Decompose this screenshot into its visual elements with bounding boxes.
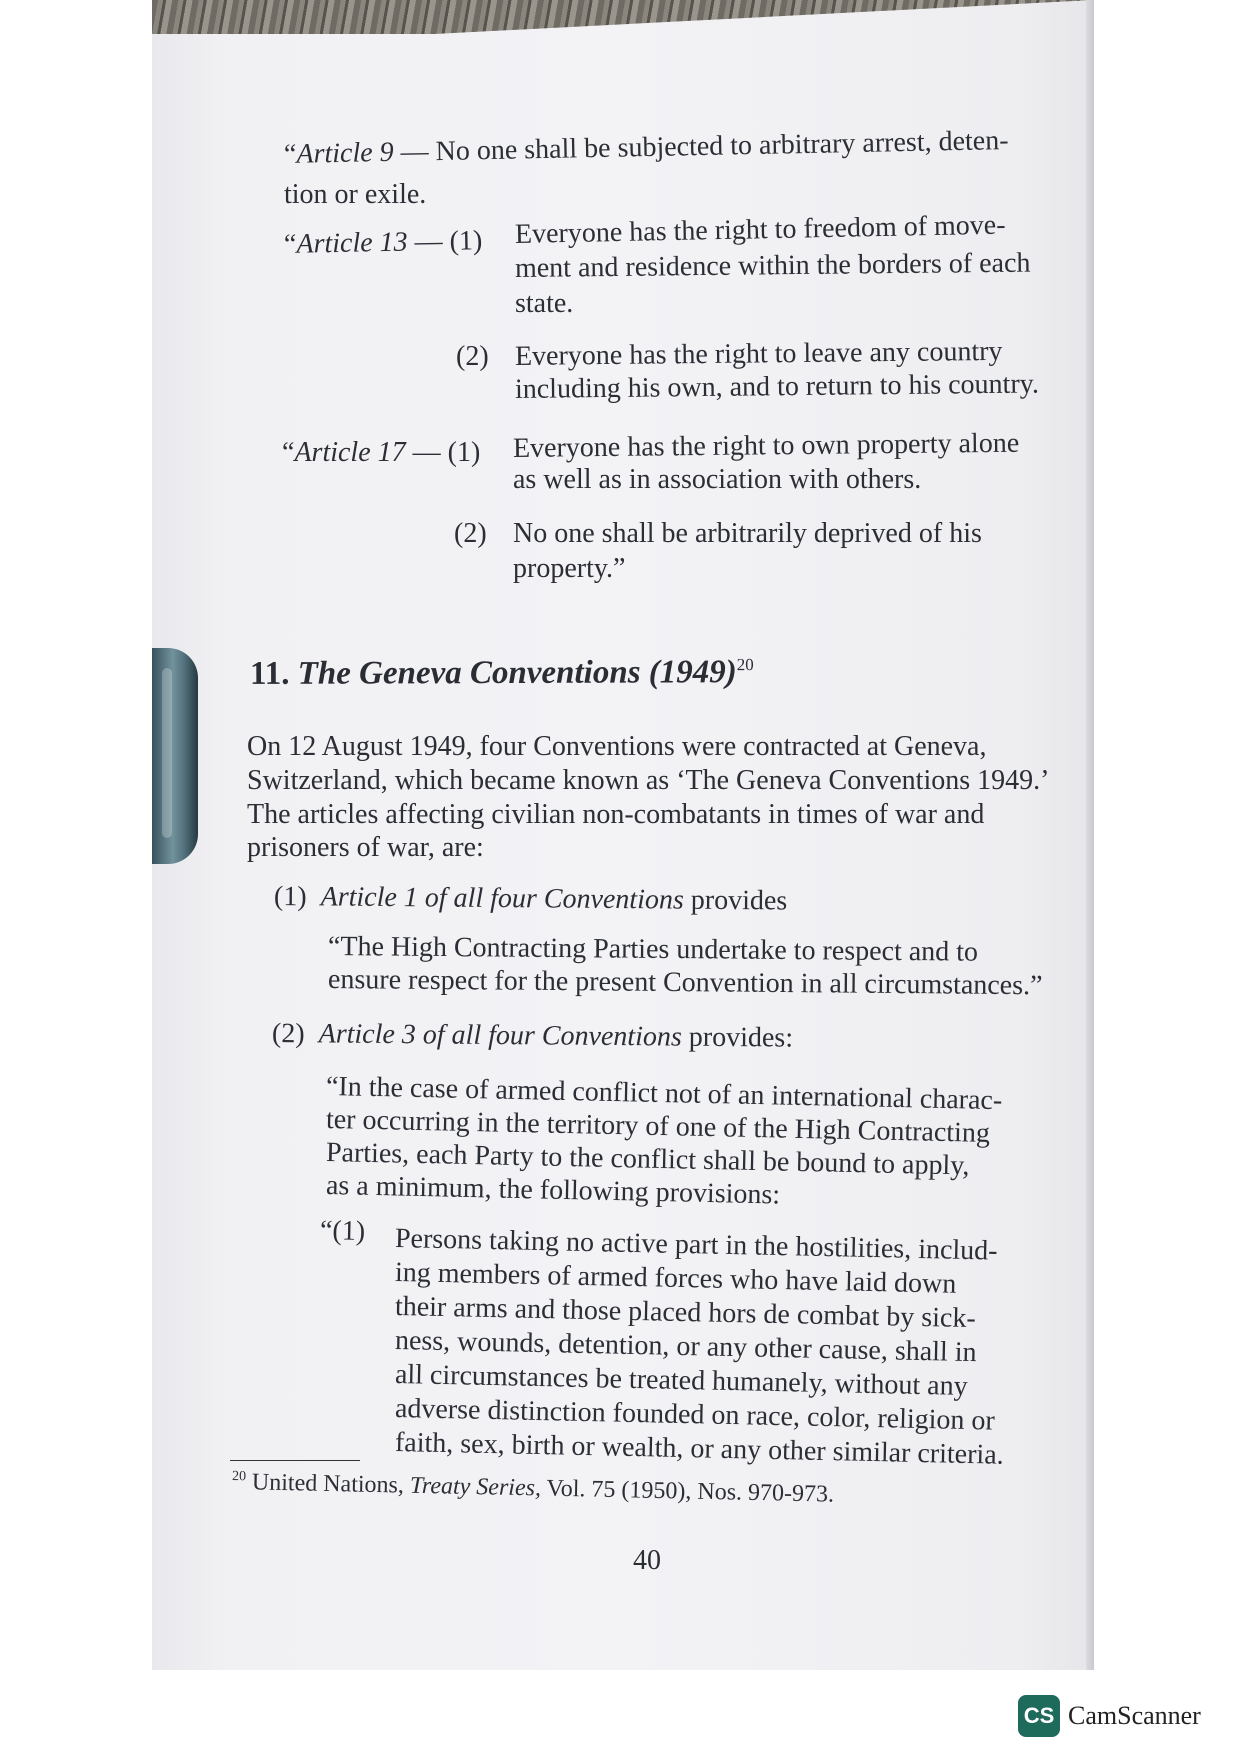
intro-line-3: The articles affecting civilian non-combatants in times of war and: [247, 799, 985, 830]
article-13-p1-line-2: ment and residence within the borders of each: [514, 247, 1031, 284]
wood-background: [152, 0, 1094, 34]
article-17-p2-line-2: property.”: [513, 553, 626, 584]
camscanner-logo-icon: CS: [1018, 1695, 1060, 1737]
item-2-quote-line-4: as a minimum, the following provisions:: [325, 1170, 781, 1211]
camscanner-watermark: [1018, 1695, 1201, 1737]
sub-item-line-1: Persons taking no active part in the hostilities, includ-: [394, 1223, 998, 1267]
article-13-p2-line-2: including his own, and to return to his country.: [514, 368, 1040, 405]
intro-line-4: prisoners of war, are:: [247, 832, 484, 863]
intro-line-1: On 12 August 1949, four Conventions were contracted at Geneva,: [247, 731, 987, 762]
item-2-heading: (2) Article 3 of all four Conventions provides:: [271, 1018, 794, 1054]
page-edge: [1086, 0, 1094, 1670]
item-2-quote-line-1: “In the case of armed conflict not of an international charac-: [325, 1071, 1003, 1117]
article-9-line-2: tion or exile.: [284, 179, 427, 210]
sub-item-line-4: ness, wounds, detention, or any other cause, shall in: [394, 1325, 977, 1369]
article-13-p1-line-1: Everyone has the right to freedom of move-: [514, 209, 1006, 250]
item-1-quote-line-1: “The High Contracting Parties undertake to respect and to: [327, 931, 979, 968]
article-13-p1-line-3: state.: [515, 288, 574, 319]
article-13-p2-line-1: Everyone has the right to leave any country: [514, 335, 1003, 372]
sub-item-line-2: ing members of armed forces who have laid down: [394, 1257, 957, 1300]
article-9-line-1: “Article 9 — No one shall be subjected to arbitrary arrest, deten-: [283, 125, 1009, 170]
sub-item-line-7: faith, sex, birth or wealth, or any other similar criteria.: [394, 1427, 1004, 1471]
footnote-ref: 20: [736, 655, 754, 675]
article-17-p2-line-1: No one shall be arbitrarily deprived of his: [513, 518, 982, 549]
article-17-p2-num: (2): [454, 518, 487, 549]
footnote: $^{20}$ United Nations, Treaty Series, Vol. 75 (1950), Nos. 970-973.: [231, 1469, 835, 1508]
item-1-quote-line-2: ensure respect for the present Convention in all circumstances.”: [327, 964, 1043, 1002]
item-2-quote-line-2: ter occurring in the territory of one of the High Contracting: [325, 1104, 991, 1149]
article-13-p2-num: (2): [456, 341, 489, 372]
sub-item-line-5: all circumstances be treated humanely, without any: [394, 1359, 968, 1402]
camscanner-label: CamScanner: [1068, 1701, 1201, 1730]
sub-item-line-3: their arms and those placed hors de combat by sick-: [394, 1291, 977, 1335]
sub-item-line-6: adverse distinction founded on race, color, religion or: [394, 1393, 996, 1437]
article-13-label: “Article 13 — (1): [283, 225, 483, 260]
sub-item-num: “(1): [319, 1215, 366, 1247]
item-1-heading: (1) Article 1 of all four Conventions provides: [273, 881, 788, 917]
intro-line-2: Switzerland, which became known as ‘The Geneva Conventions 1949.’: [247, 765, 1050, 796]
article-17-label: “Article 17 — (1): [282, 437, 481, 468]
article-17-p1-line-2: as well as in association with others.: [513, 464, 922, 495]
pen-object: [152, 648, 198, 864]
page-number: 40: [633, 1545, 661, 1576]
item-2-quote-line-3: Parties, each Party to the conflict shall be bound to apply,: [325, 1137, 970, 1182]
section-heading: 11. The Geneva Conventions $(1949)^{20}$: [249, 654, 754, 692]
article-17-p1-line-1: Everyone has the right to own property alone: [512, 427, 1020, 464]
